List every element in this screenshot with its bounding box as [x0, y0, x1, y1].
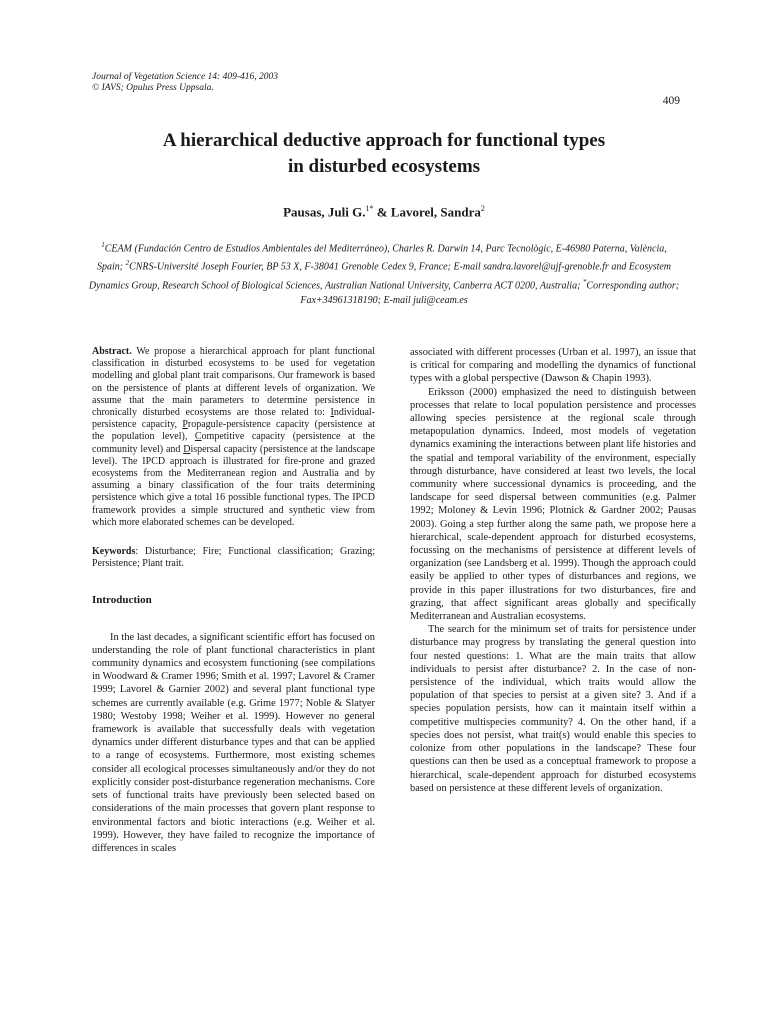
affil-sup-1: 1	[101, 241, 105, 249]
right-column	[410, 346, 696, 795]
page-number: 409	[662, 95, 680, 107]
author-1-sup: 1*	[365, 204, 374, 213]
abstract	[92, 346, 375, 529]
abstract-p-letter: P	[182, 419, 188, 431]
abstract-i-rest: ndividual-persistence capacity,	[92, 407, 375, 431]
affil-sup-2: 2	[125, 259, 130, 268]
affil-text-3: Corresponding author; Fax+34961318190; E-mail juli@ceam.es	[300, 279, 680, 306]
author-1: Pausas, Juli G.	[283, 204, 366, 220]
title-line-2: in disturbed ecosystems	[287, 156, 481, 177]
keywords-text: : Disturbance; Fire; Functional classification; Grazing; Persistence; Plant trait.	[92, 546, 375, 570]
abstract-c-rest: ompetitive capacity (persistence at the community level) and	[92, 431, 375, 455]
intro-paragraph-4: The search for the minimum set of traits for persistence under disturbance may progress by translating the general question into four nested questions: 1. What are the main traits that allow individuals to persist after disturbance? 2. In the case of non-persistence of the individual, which traits would allow the population of that species to persist at a given site? 3. And if a species population persists, how can it maintain itself within a competitive multispecies community? 4. On the other hand, if a species does not persist, what trait(s) would enable this species to colonize from other populations in the landscape? These four questions can then be used as a conceptual framework to propose a hierarchical, scale-dependent approach for disturbed ecosystems based on persistence at these different levels of organization.	[410, 624, 696, 794]
affil-sup-star: *	[582, 277, 587, 286]
journal-header	[92, 72, 278, 94]
abstract-p-rest: ropagule-persistence capacity (persistence at the population level),	[92, 419, 375, 443]
author-2: Lavorel, Sandra	[390, 204, 481, 220]
affil-text-1: CEAM (Fundación Centro de Estudios Ambientales del Mediterráneo), Charles R. Darwin 14, Parc Tecnològic, E-46980 Paterna, València, Spain;	[96, 243, 667, 273]
left-column	[92, 346, 375, 855]
keywords	[92, 546, 375, 570]
abstract-text-a: We propose a hierarchical approach for plant functional classification in disturbed ecosystems to be used for vegetation modelling and global plant trait comparisons. Our framework is based on the persistence of plants at different levels of organization. We assume that the main parameters to determine persistence in chronically disturbed ecosystems are those related to:	[92, 346, 375, 419]
abstract-i-letter: I	[330, 407, 334, 419]
abstract-label: Abstract.	[92, 346, 132, 357]
abstract-d-rest: ispersal capacity (persistence at the landscape level). The IPCD approach is illustrated for fire-prone and grazed ecosystems from the Mediterranean region and Australia and by assuming a binary classification of the four traits determining persistence which give a total 16 possible functional types. The IPCD framework provides a simple structured and synthetic view from which more elaborated schemes can be developed.	[92, 443, 375, 528]
intro-paragraph-2: associated with different processes (Urban et al. 1997), an issue that is critical for comparing and modelling the dynamics of functional types with a global perspective (Dawson & Chapin 1993).	[410, 347, 696, 385]
introduction-heading: Introduction	[92, 594, 152, 607]
intro-paragraph-1: In the last decades, a significant scientific effort has focused on understanding the role of plant functional characteristics in plant community dynamics and ecosystem functioning (see compilations in Woodward & Cramer 1996; Smith et al. 1997; Lavorel & Cramer 1999; Lavorel & Garnier 2002) and several plant functional type schemes are currently available (e.g. Grime 1977; Noble & Slatyer 1980; Westoby 1998; Weiher et al. 1999). However no general framework is available that successfully deals with vegetation dynamics under different disturbance types and that can be applied to a range of ecosystems. Furthermore, most existing schemes consider all ecological processes simultaneously and/or they do not explicitly consider post-disturbance regeneration mechanisms. Core sets of functional traits have previously been selected based on considerations of the main processes that govern plant response to environmental factors and biotic interactions (e.g. Weiher et al. 1999). However, they have failed to recognize the importance of differences in scales	[92, 631, 375, 854]
author-2-sup: 2	[480, 204, 485, 213]
affil-text-2: CNRS-Université Joseph Fourier, BP 53 X, F-38041 Grenoble Cedex 9, France; E-mail sandra.lavorel@ujf-grenoble.fr and Ecosystem Dynamics Group, Research School of Biological Sciences, Australian National University, Canberra ACT 0200, Australia;	[88, 261, 672, 291]
abstract-c-letter: C	[194, 431, 202, 443]
keywords-label: Keywords	[92, 546, 136, 558]
abstract-d-letter: D	[183, 443, 191, 455]
title-line-1: A hierarchical deductive approach for functional types	[162, 130, 606, 151]
affiliations	[88, 238, 680, 308]
paper-title	[80, 128, 688, 180]
author-connector: &	[373, 204, 391, 220]
author-line	[80, 204, 688, 220]
journal-citation: Journal of Vegetation Science 14: 409-416, 2003	[92, 72, 279, 82]
intro-paragraph-3: Eriksson (2000) emphasized the need to distinguish between processes that relate to local population persistence and processes allowing species persistence at the regional scale through metapopulation dynamics. Indeed, most models of vegetation dynamics examining the interactions between plant life histories and the spatial and temporal variability of the environment, especially through disturbance, have considered at least two levels, the local community where successional dynamics is proceeding, and the landscape for seed dispersal between communities (e.g. Palmer 1992; Moloney & Levin 1996; Plotnick & Gardner 2002; Pausas 2003). Going a step further along the same path, we propose here a hierarchical, scale-dependent approach for disturbed ecosystems, focussing on the mechanisms of persistence at different levels of organization (see Landsberg et al. 1999). Though the approach could easily be applied to other types of disturbances and regions, we provide in this paper illustrations for two disturbances, fire and grazing, that affect significant areas globally and specifically Mediterranean and Australian ecosystems.	[410, 386, 696, 623]
publisher-line: © IAVS; Opulus Press Uppsala.	[92, 83, 214, 93]
